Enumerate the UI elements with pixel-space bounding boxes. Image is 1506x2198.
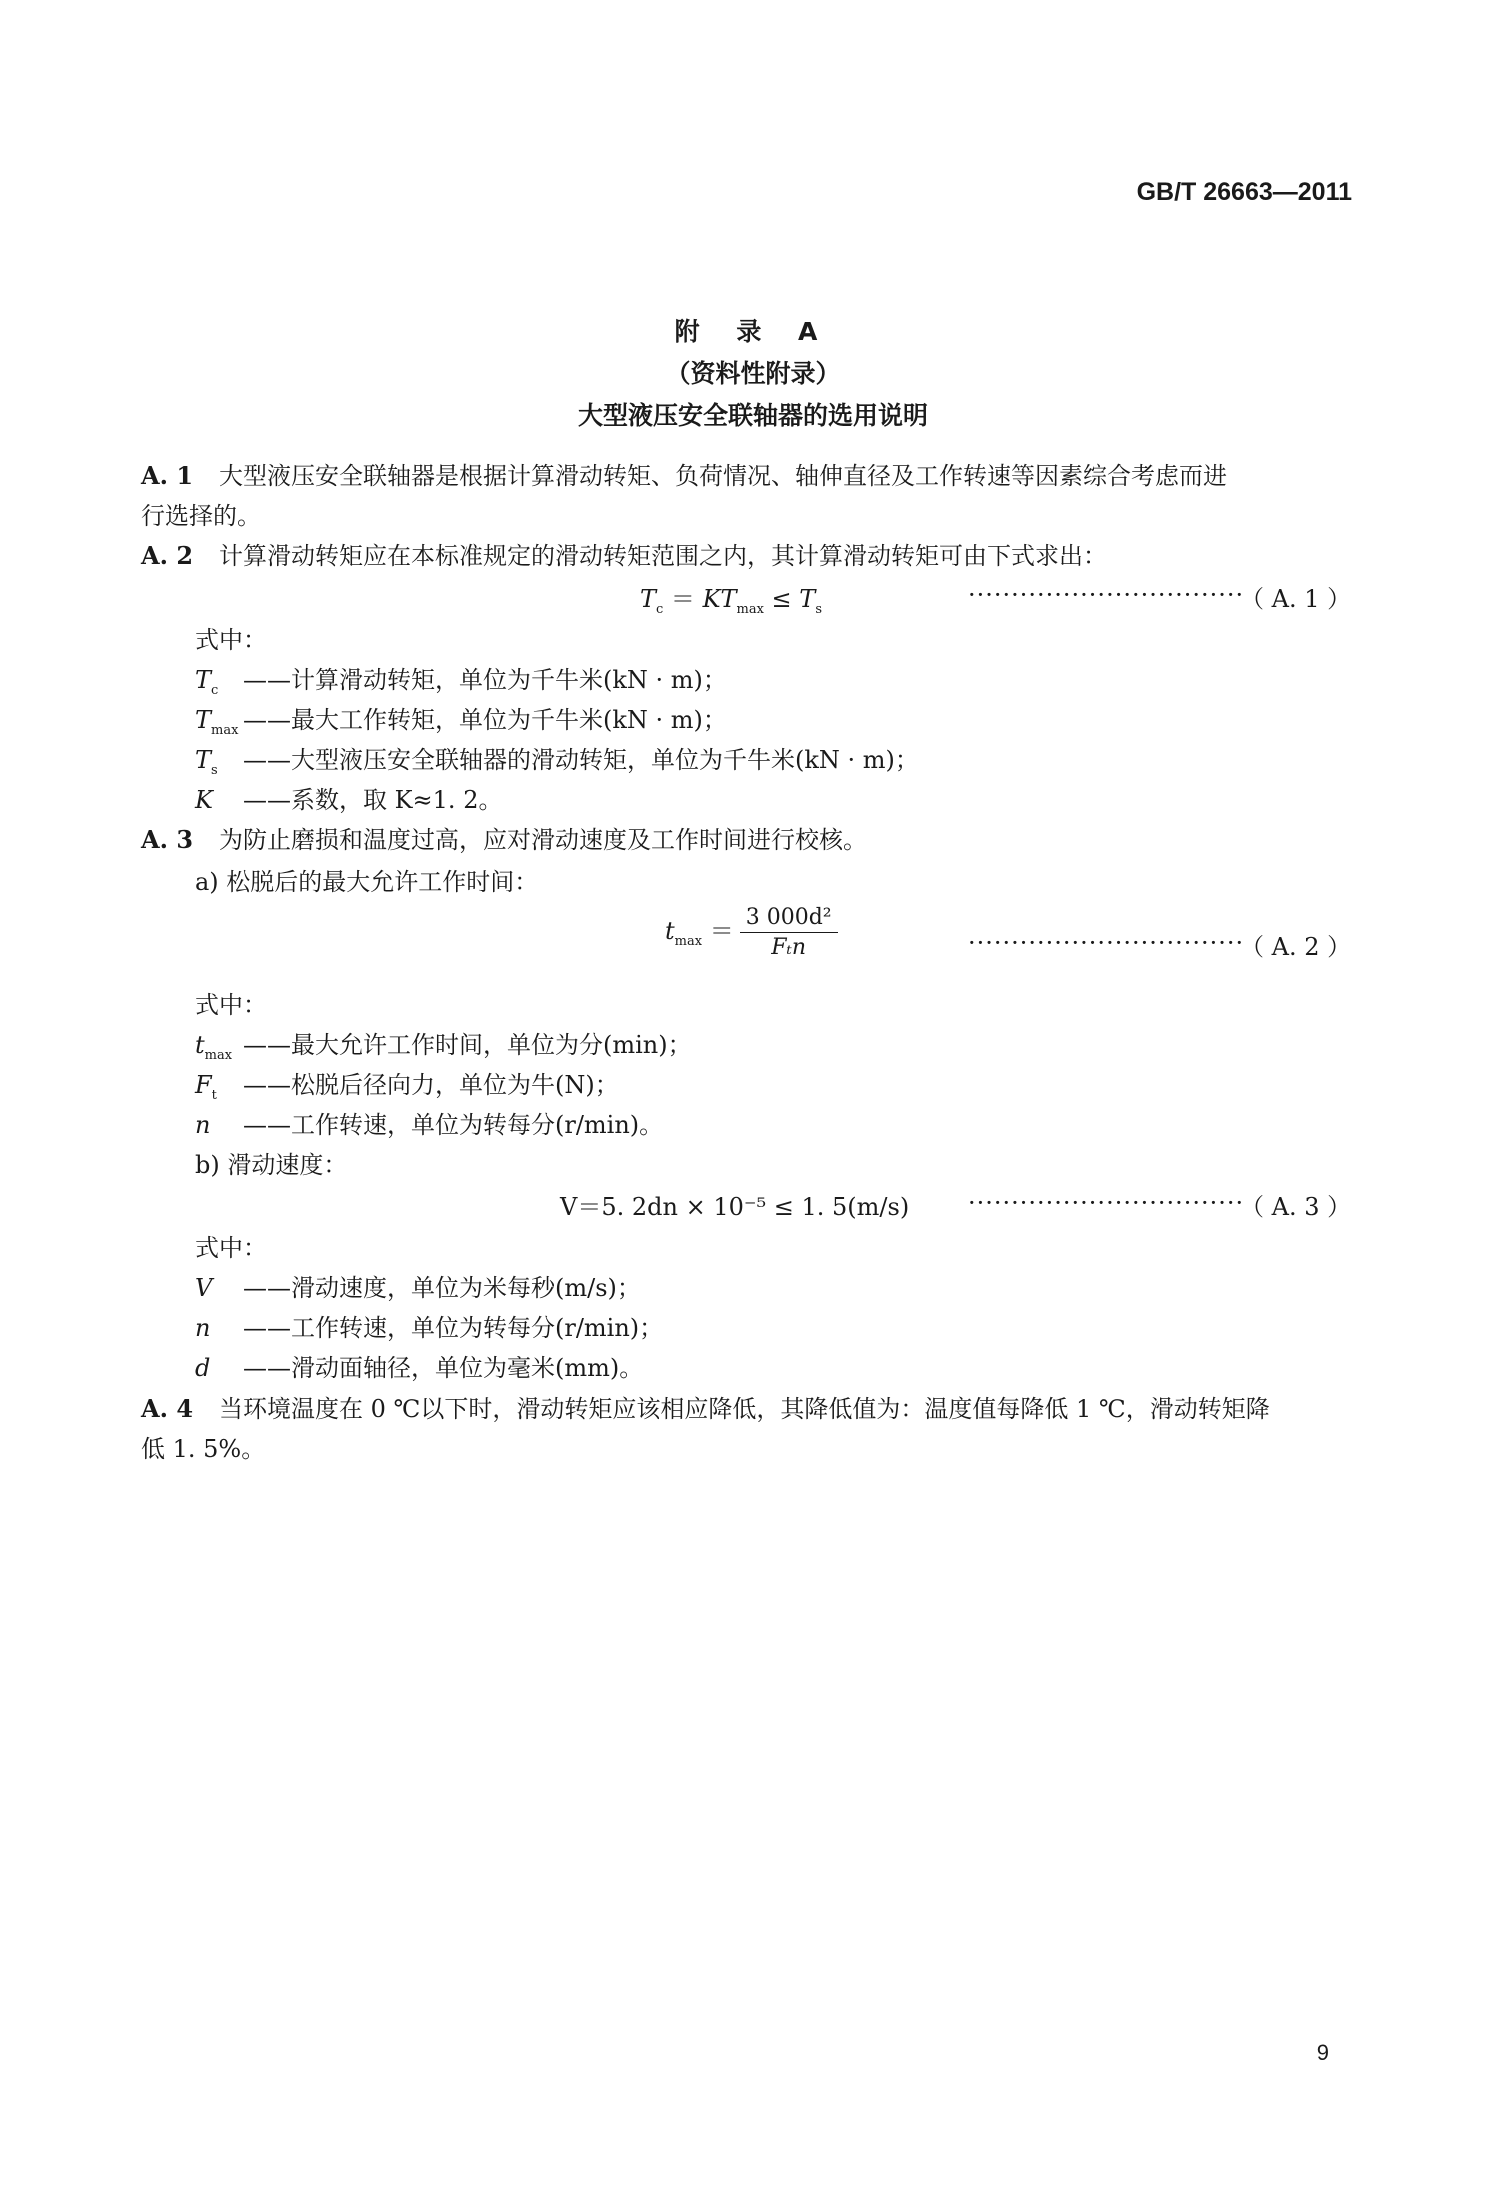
definition-text: ——工作转速，单位为转每分(r/min)； (243, 1314, 664, 1342)
equation-a1: $T_c = KT_{max} \le T_s$ (640, 585, 822, 617)
appendix-title: 附 录 A (674, 317, 832, 346)
fraction-numerator: 3 000d² (740, 905, 838, 933)
definition-text: ——最大工作转矩，单位为千牛米(kN · m)； (243, 706, 727, 734)
definition-row: $T_c$ ——计算滑动转矩，单位为千牛米(kN · m)； (195, 666, 727, 698)
clause-text: 当环境温度在 0 ℃以下时，滑动转矩应该相应降低，其降低值为：温度值每降低 1 ℃，滑动转矩降 (219, 1395, 1270, 1423)
equation-number: （ A. 1 ） (1240, 585, 1352, 613)
equation-leader-dots: ································ (968, 581, 1245, 609)
where-label: 式中： (195, 991, 267, 1019)
clause-number: A. 3 (141, 825, 194, 854)
definition-text: ——最大允许工作时间，单位为分(min)； (243, 1031, 692, 1059)
definition-row: $F_t$ ——松脱后径向力，单位为牛(N)； (195, 1071, 619, 1103)
standard-number: GB/T 26663—2011 (1136, 178, 1352, 206)
definition-row: d ——滑动面轴径，单位为毫米(mm)。 (195, 1354, 644, 1382)
clause-number: A. 2 (141, 541, 194, 570)
clause-text: 大型液压安全联轴器是根据计算滑动转矩、负荷情况、轴伸直径及工作转速等因素综合考虑而进 (219, 462, 1228, 490)
equation-number: （ A. 2 ） (1240, 933, 1352, 961)
item-b-label: b) 滑动速度： (195, 1151, 348, 1179)
equation-a3: V＝5. 2dn × 10⁻⁵ ≤ 1. 5(m/s) (560, 1193, 910, 1221)
clause-number: A. 1 (141, 461, 194, 490)
clause-a4-line2: 低 1. 5%。 (141, 1435, 266, 1463)
item-a-label: a) 松脱后的最大允许工作时间： (195, 868, 539, 896)
definition-text: ——系数，取 K≈1. 2。 (243, 786, 503, 814)
definition-row: $t_{max}$ ——最大允许工作时间，单位为分(min)； (195, 1031, 692, 1063)
equation-number: （ A. 3 ） (1240, 1193, 1352, 1221)
definition-text: ——滑动速度，单位为米每秒(m/s)； (243, 1274, 641, 1302)
equation-leader-dots: ································ (968, 929, 1245, 957)
fraction-denominator: Fₜn (771, 935, 807, 960)
clause-number: A. 4 (141, 1394, 194, 1423)
definition-text: ——滑动面轴径，单位为毫米(mm)。 (243, 1354, 644, 1382)
definition-text: ——松脱后径向力，单位为牛(N)； (243, 1071, 619, 1099)
clause-a4-line1 (141, 1389, 1270, 1429)
page-number: 9 (1316, 2040, 1329, 2065)
definition-row: n ——工作转速，单位为转每分(r/min)。 (195, 1111, 664, 1139)
clause-a1-line2: 行选择的。 (141, 502, 261, 530)
definition-row: K ——系数，取 K≈1. 2。 (195, 786, 503, 814)
definition-text: ——工作转速，单位为转每分(r/min)。 (243, 1111, 664, 1139)
clause-a1-line1 (141, 456, 1227, 496)
definition-row: n ——工作转速，单位为转每分(r/min)； (195, 1314, 664, 1342)
where-label: 式中： (195, 1234, 267, 1262)
appendix-nature: （资料性附录） (665, 359, 841, 388)
clause-text: 为防止磨损和温度过高，应对滑动速度及工作时间进行校核。 (219, 826, 868, 854)
clause-text: 计算滑动转矩应在本标准规定的滑动转矩范围之内，其计算滑动转矩可由下式求出： (219, 542, 1108, 570)
equation-a2: $t_{max}$ ＝ $\frac{\text{3 000d²}}{\text{Fₜn}}$ (665, 905, 838, 960)
clause-a3 (141, 820, 867, 860)
definition-text: ——大型液压安全联轴器的滑动转矩，单位为千牛米(kN · m)； (243, 746, 919, 774)
definition-text: ——计算滑动转矩，单位为千牛米(kN · m)； (243, 666, 727, 694)
definition-row: $T_{max}$ ——最大工作转矩，单位为千牛米(kN · m)； (195, 706, 727, 738)
clause-a2 (141, 536, 1107, 576)
definition-row: $T_s$ ——大型液压安全联轴器的滑动转矩，单位为千牛米(kN · m)； (195, 746, 919, 778)
equation-leader-dots: ································ (968, 1189, 1245, 1217)
appendix-name: 大型液压安全联轴器的选用说明 (577, 401, 928, 430)
definition-row: V ——滑动速度，单位为米每秒(m/s)； (195, 1274, 641, 1302)
